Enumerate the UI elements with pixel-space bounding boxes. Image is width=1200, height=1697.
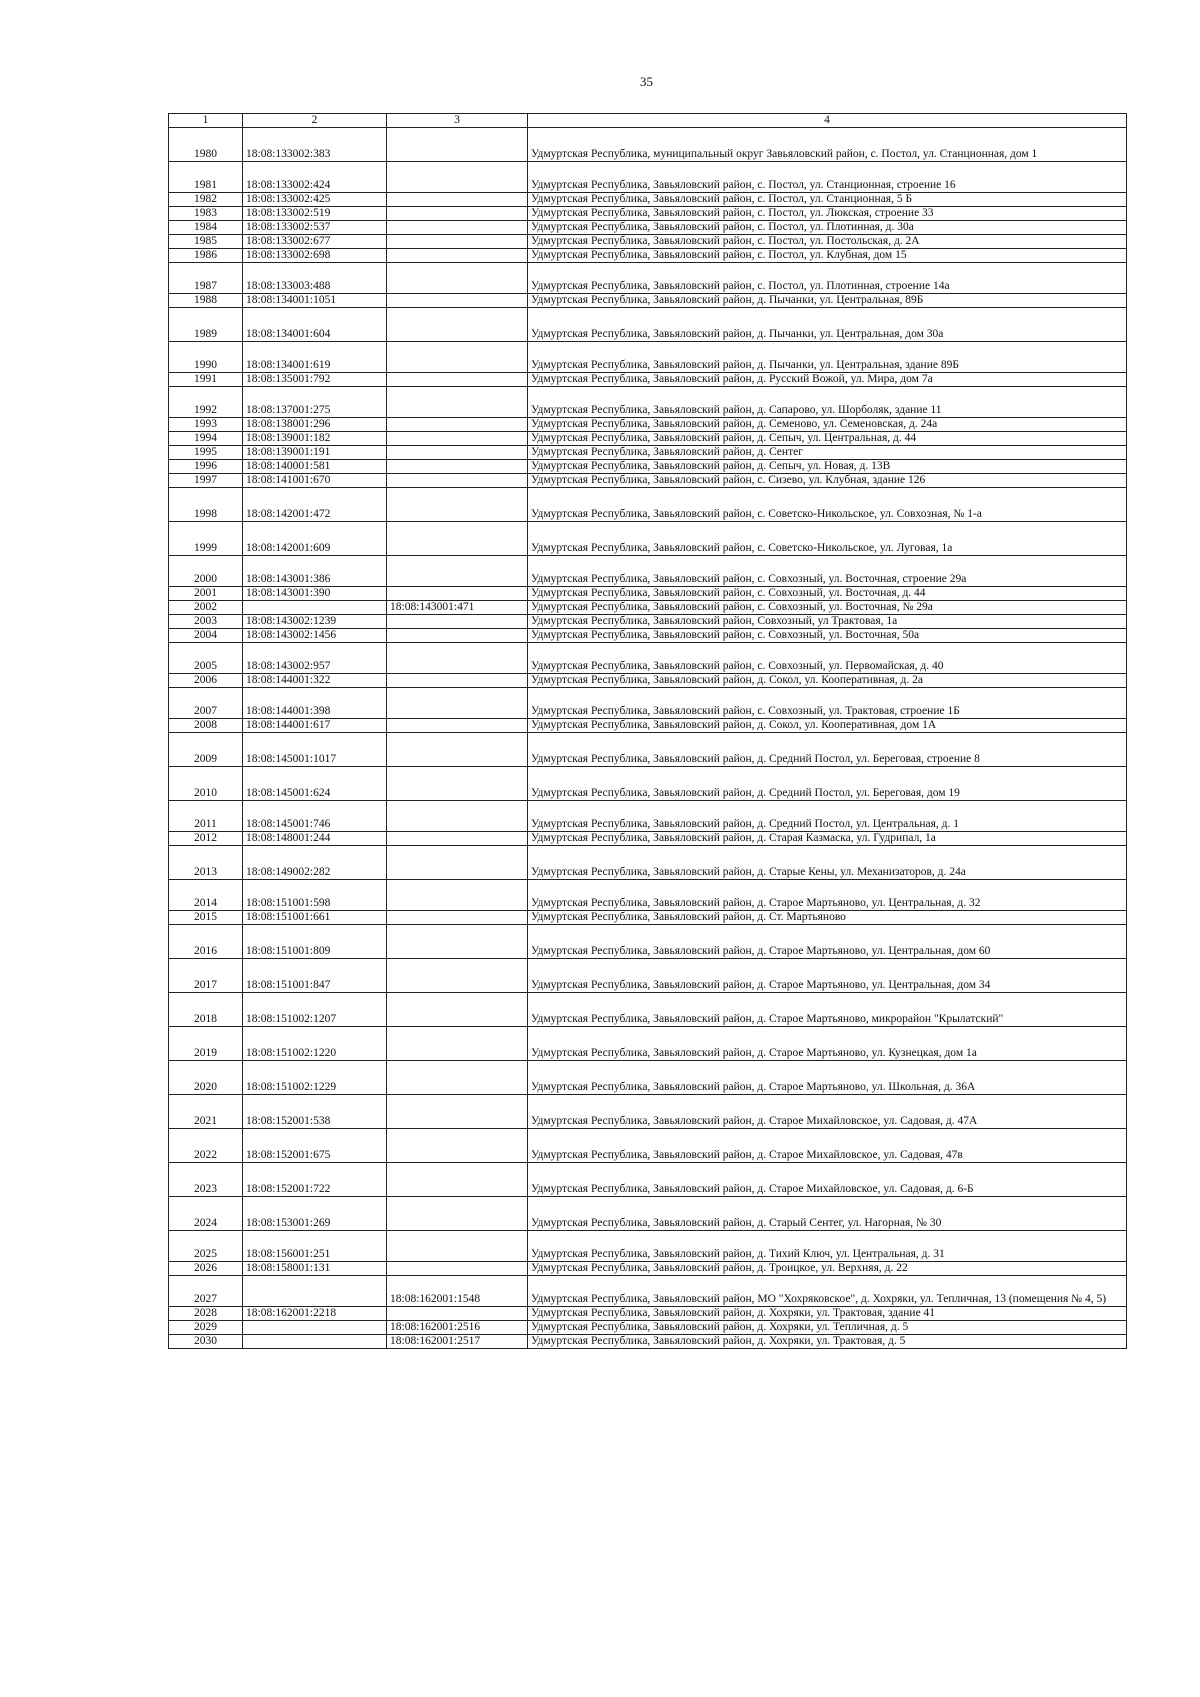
premises-number-cell (387, 587, 528, 601)
address-cell: Удмуртская Республика, Завьяловский район, д. Старое Михайловское, ул. Садовая, д. 6-Б (528, 1163, 1127, 1197)
row-number-cell: 1989 (169, 308, 243, 342)
address-cell: Удмуртская Республика, Завьяловский район, д. Сепыч, ул. Новая, д. 13В (528, 460, 1127, 474)
address-cell: Удмуртская Республика, Завьяловский район, д. Сапарово, ул. Шорболяк, здание 11 (528, 387, 1127, 418)
table-body (169, 128, 1127, 1349)
cadastral-number-cell (243, 1276, 387, 1307)
row-number-cell: 2012 (169, 832, 243, 846)
cadastral-number-cell: 18:08:139001:182 (243, 432, 387, 446)
table-row (169, 643, 1127, 674)
premises-number-cell (387, 959, 528, 993)
address-cell: Удмуртская Республика, Завьяловский район, с. Сизево, ул. Клубная, здание 126 (528, 474, 1127, 488)
cadastral-number-cell: 18:08:143002:957 (243, 643, 387, 674)
premises-number-cell (387, 993, 528, 1027)
cadastral-number-cell: 18:08:133002:698 (243, 249, 387, 263)
premises-number-cell (387, 629, 528, 643)
cadastral-number-cell: 18:08:141001:670 (243, 474, 387, 488)
premises-number-cell (387, 733, 528, 767)
table-row (169, 263, 1127, 294)
cadastral-number-cell (243, 1335, 387, 1349)
address-cell: Удмуртская Республика, Завьяловский район, д. Семеново, ул. Семеновская, д. 24а (528, 418, 1127, 432)
table-row (169, 373, 1127, 387)
address-cell: Удмуртская Республика, Завьяловский район, д. Старое Мартьяново, ул. Кузнецкая, дом 1а (528, 1027, 1127, 1061)
premises-number-cell (387, 643, 528, 674)
cadastral-number-cell: 18:08:158001:131 (243, 1262, 387, 1276)
row-number-cell: 1996 (169, 460, 243, 474)
premises-number-cell: 18:08:162001:1548 (387, 1276, 528, 1307)
premises-number-cell (387, 880, 528, 911)
table-row (169, 1129, 1127, 1163)
address-cell: Удмуртская Республика, Завьяловский район, с. Совхозный, ул. Восточная, № 29а (528, 601, 1127, 615)
cadastral-number-cell: 18:08:151002:1229 (243, 1061, 387, 1095)
cadastral-number-cell: 18:08:139001:191 (243, 446, 387, 460)
row-number-cell: 1991 (169, 373, 243, 387)
row-number-cell: 2008 (169, 719, 243, 733)
row-number-cell: 2014 (169, 880, 243, 911)
cadastral-number-cell: 18:08:133002:424 (243, 162, 387, 193)
table-row (169, 925, 1127, 959)
cadastral-number-cell: 18:08:133002:677 (243, 235, 387, 249)
cadastral-number-cell: 18:08:144001:322 (243, 674, 387, 688)
cadastral-number-cell: 18:08:134001:1051 (243, 294, 387, 308)
row-number-cell: 2016 (169, 925, 243, 959)
row-number-cell: 2019 (169, 1027, 243, 1061)
row-number-cell: 2025 (169, 1231, 243, 1262)
address-cell: Удмуртская Республика, Завьяловский район, д. Старое Мартьяново, микрорайон "Крылатский" (528, 993, 1127, 1027)
address-cell: Удмуртская Республика, Завьяловский район, с. Советско-Никольское, ул. Совхозная, № 1-а (528, 488, 1127, 522)
row-number-cell: 2028 (169, 1307, 243, 1321)
table-row (169, 128, 1127, 162)
column-header-3: 3 (387, 114, 528, 128)
cadastral-number-cell: 18:08:133002:425 (243, 193, 387, 207)
premises-number-cell (387, 832, 528, 846)
address-cell: Удмуртская Республика, Завьяловский район, с. Постол, ул. Люкская, строение 33 (528, 207, 1127, 221)
table-row (169, 959, 1127, 993)
premises-number-cell (387, 342, 528, 373)
table-row (169, 249, 1127, 263)
row-number-cell: 2024 (169, 1197, 243, 1231)
row-number-cell: 1993 (169, 418, 243, 432)
column-header-4: 4 (528, 114, 1127, 128)
premises-number-cell (387, 1027, 528, 1061)
row-number-cell: 1999 (169, 522, 243, 556)
table-row (169, 674, 1127, 688)
table-row (169, 1061, 1127, 1095)
table-row (169, 587, 1127, 601)
row-number-cell: 1983 (169, 207, 243, 221)
address-cell: Удмуртская Республика, Завьяловский район, д. Старое Мартьяново, ул. Школьная, д. 36А (528, 1061, 1127, 1095)
row-number-cell: 2009 (169, 733, 243, 767)
row-number-cell: 2013 (169, 846, 243, 880)
table-row (169, 1307, 1127, 1321)
header-row (169, 114, 1127, 128)
premises-number-cell (387, 615, 528, 629)
address-cell: Удмуртская Республика, Завьяловский район, д. Хохряки, ул. Тепличная, д. 5 (528, 1321, 1127, 1335)
table-row (169, 832, 1127, 846)
table-row (169, 308, 1127, 342)
premises-number-cell (387, 1231, 528, 1262)
table-row (169, 719, 1127, 733)
address-cell: Удмуртская Республика, Завьяловский район, с. Совхозный, ул. Трактовая, строение 1Б (528, 688, 1127, 719)
premises-number-cell (387, 1197, 528, 1231)
cadastral-number-cell: 18:08:151001:598 (243, 880, 387, 911)
row-number-cell: 1998 (169, 488, 243, 522)
table-row (169, 1321, 1127, 1335)
row-number-cell: 1992 (169, 387, 243, 418)
cadastral-number-cell: 18:08:145001:624 (243, 767, 387, 801)
row-number-cell: 2017 (169, 959, 243, 993)
cadastral-number-cell: 18:08:133002:383 (243, 128, 387, 162)
row-number-cell: 2022 (169, 1129, 243, 1163)
table-row (169, 846, 1127, 880)
row-number-cell: 1982 (169, 193, 243, 207)
address-cell: Удмуртская Республика, Завьяловский район, Совхозный, ул Трактовая, 1а (528, 615, 1127, 629)
cadastral-number-cell: 18:08:151002:1207 (243, 993, 387, 1027)
cadastral-number-cell: 18:08:142001:472 (243, 488, 387, 522)
table-row (169, 474, 1127, 488)
address-cell: Удмуртская Республика, Завьяловский район, д. Старое Мартьяново, ул. Центральная, дом 60 (528, 925, 1127, 959)
address-cell: Удмуртская Республика, Завьяловский район, с. Постол, ул. Клубная, дом 15 (528, 249, 1127, 263)
address-cell: Удмуртская Республика, Завьяловский район, д. Сентег (528, 446, 1127, 460)
address-cell: Удмуртская Республика, Завьяловский район, с. Постол, ул. Постольская, д. 2А (528, 235, 1127, 249)
row-number-cell: 2015 (169, 911, 243, 925)
address-cell: Удмуртская Республика, Завьяловский район, с. Советско-Никольское, ул. Луговая, 1а (528, 522, 1127, 556)
address-cell: Удмуртская Республика, Завьяловский район, с. Совхозный, ул. Восточная, строение 29а (528, 556, 1127, 587)
table-row (169, 1262, 1127, 1276)
table-row (169, 767, 1127, 801)
cadastral-number-cell: 18:08:162001:2218 (243, 1307, 387, 1321)
premises-number-cell (387, 488, 528, 522)
table-row (169, 601, 1127, 615)
premises-number-cell (387, 556, 528, 587)
table-row (169, 911, 1127, 925)
row-number-cell: 2002 (169, 601, 243, 615)
premises-number-cell (387, 235, 528, 249)
row-number-cell: 1994 (169, 432, 243, 446)
column-header-2: 2 (243, 114, 387, 128)
premises-number-cell (387, 522, 528, 556)
premises-number-cell (387, 1061, 528, 1095)
row-number-cell: 1987 (169, 263, 243, 294)
row-number-cell: 2021 (169, 1095, 243, 1129)
premises-number-cell (387, 373, 528, 387)
premises-number-cell (387, 688, 528, 719)
page-number: 35 (640, 74, 653, 89)
address-cell: Удмуртская Республика, Завьяловский район, д. Пычанки, ул. Центральная, здание 89Б (528, 342, 1127, 373)
table-row (169, 615, 1127, 629)
row-number-cell: 2020 (169, 1061, 243, 1095)
address-cell: Удмуртская Республика, Завьяловский район, с. Постол, ул. Станционная, строение 16 (528, 162, 1127, 193)
address-cell: Удмуртская Республика, Завьяловский район, д. Старые Кены, ул. Механизаторов, д. 24а (528, 846, 1127, 880)
table-row (169, 801, 1127, 832)
table-row (169, 556, 1127, 587)
cadastral-number-cell: 18:08:151001:661 (243, 911, 387, 925)
table-row (169, 207, 1127, 221)
row-number-cell: 2010 (169, 767, 243, 801)
table-row (169, 418, 1127, 432)
premises-number-cell (387, 474, 528, 488)
row-number-cell: 1988 (169, 294, 243, 308)
row-number-cell: 2007 (169, 688, 243, 719)
address-cell: Удмуртская Республика, Завьяловский район, д. Сокол, ул. Кооперативная, дом 1А (528, 719, 1127, 733)
row-number-cell: 2018 (169, 993, 243, 1027)
cadastral-number-cell: 18:08:144001:398 (243, 688, 387, 719)
cadastral-number-cell: 18:08:142001:609 (243, 522, 387, 556)
cadastral-number-cell: 18:08:137001:275 (243, 387, 387, 418)
row-number-cell: 2023 (169, 1163, 243, 1197)
table-row (169, 1095, 1127, 1129)
table-row (169, 1163, 1127, 1197)
premises-number-cell (387, 446, 528, 460)
row-number-cell: 2026 (169, 1262, 243, 1276)
table-row (169, 993, 1127, 1027)
address-cell: Удмуртская Республика, Завьяловский район, д. Старое Мартьяново, ул. Центральная, дом 34 (528, 959, 1127, 993)
cadastral-number-cell: 18:08:135001:792 (243, 373, 387, 387)
premises-number-cell (387, 221, 528, 235)
premises-number-cell (387, 263, 528, 294)
table-row (169, 688, 1127, 719)
cadastral-number-cell: 18:08:156001:251 (243, 1231, 387, 1262)
premises-number-cell (387, 846, 528, 880)
row-number-cell: 2003 (169, 615, 243, 629)
cadastral-number-cell: 18:08:151001:847 (243, 959, 387, 993)
row-number-cell: 1985 (169, 235, 243, 249)
premises-number-cell (387, 1307, 528, 1321)
row-number-cell: 2027 (169, 1276, 243, 1307)
address-cell: Удмуртская Республика, Завьяловский район, д. Старое Михайловское, ул. Садовая, 47в (528, 1129, 1127, 1163)
row-number-cell: 2001 (169, 587, 243, 601)
cadastral-number-cell: 18:08:151002:1220 (243, 1027, 387, 1061)
table-row (169, 733, 1127, 767)
cadastral-number-cell: 18:08:144001:617 (243, 719, 387, 733)
address-cell: Удмуртская Республика, Завьяловский район, д. Сепыч, ул. Центральная, д. 44 (528, 432, 1127, 446)
address-cell: Удмуртская Республика, Завьяловский район, с. Совхозный, ул. Первомайская, д. 40 (528, 643, 1127, 674)
address-cell: Удмуртская Республика, Завьяловский район, с. Постол, ул. Плотинная, строение 14а (528, 263, 1127, 294)
premises-number-cell (387, 1129, 528, 1163)
cadastral-number-cell: 18:08:133002:519 (243, 207, 387, 221)
address-cell: Удмуртская Республика, Завьяловский район, д. Пычанки, ул. Центральная, 89Б (528, 294, 1127, 308)
cadastral-number-cell: 18:08:143002:1456 (243, 629, 387, 643)
premises-number-cell (387, 294, 528, 308)
cadastral-number-cell: 18:08:152001:538 (243, 1095, 387, 1129)
table-row (169, 629, 1127, 643)
cadastral-number-cell: 18:08:151001:809 (243, 925, 387, 959)
cadastral-number-cell: 18:08:153001:269 (243, 1197, 387, 1231)
address-cell: Удмуртская Республика, Завьяловский район, д. Средний Постол, ул. Береговая, строение 8 (528, 733, 1127, 767)
premises-number-cell (387, 162, 528, 193)
address-cell: Удмуртская Республика, Завьяловский район, д. Средний Постол, ул. Центральная, д. 1 (528, 801, 1127, 832)
premises-number-cell (387, 460, 528, 474)
premises-number-cell (387, 387, 528, 418)
cadastral-number-cell (243, 1321, 387, 1335)
cadastral-number-cell: 18:08:133003:488 (243, 263, 387, 294)
row-number-cell: 2006 (169, 674, 243, 688)
address-cell: Удмуртская Республика, Завьяловский район, д. Старое Мартьяново, ул. Центральная, д. 32 (528, 880, 1127, 911)
cadastral-number-cell: 18:08:138001:296 (243, 418, 387, 432)
premises-number-cell (387, 207, 528, 221)
premises-number-cell: 18:08:162001:2517 (387, 1335, 528, 1349)
address-cell: Удмуртская Республика, Завьяловский район, д. Русский Вожой, ул. Мира, дом 7а (528, 373, 1127, 387)
table-row (169, 446, 1127, 460)
row-number-cell: 2000 (169, 556, 243, 587)
table-row (169, 1027, 1127, 1061)
address-cell: Удмуртская Республика, Завьяловский район, с. Постол, ул. Станционная, 5 Б (528, 193, 1127, 207)
cadastral-number-cell: 18:08:152001:722 (243, 1163, 387, 1197)
address-cell: Удмуртская Республика, Завьяловский район, д. Средний Постол, ул. Береговая, дом 19 (528, 767, 1127, 801)
address-cell: Удмуртская Республика, Завьяловский район, д. Тихий Ключ, ул. Центральная, д. 31 (528, 1231, 1127, 1262)
premises-number-cell (387, 249, 528, 263)
cadastral-number-cell: 18:08:134001:604 (243, 308, 387, 342)
address-cell: Удмуртская Республика, Завьяловский район, с. Постол, ул. Плотинная, д. 30а (528, 221, 1127, 235)
row-number-cell: 2030 (169, 1335, 243, 1349)
row-number-cell: 1997 (169, 474, 243, 488)
premises-number-cell (387, 767, 528, 801)
cadastral-number-cell: 18:08:148001:244 (243, 832, 387, 846)
row-number-cell: 1995 (169, 446, 243, 460)
table-row (169, 432, 1127, 446)
table-header (169, 114, 1127, 128)
premises-number-cell (387, 911, 528, 925)
address-cell: Удмуртская Республика, Завьяловский район, д. Старый Сентег, ул. Нагорная, № 30 (528, 1197, 1127, 1231)
address-cell: Удмуртская Республика, Завьяловский район, д. Сокол, ул. Кооперативная, д. 2а (528, 674, 1127, 688)
premises-number-cell (387, 674, 528, 688)
premises-number-cell (387, 432, 528, 446)
row-number-cell: 1984 (169, 221, 243, 235)
table-row (169, 1197, 1127, 1231)
cadastral-number-cell: 18:08:134001:619 (243, 342, 387, 373)
cadastral-number-cell: 18:08:143002:1239 (243, 615, 387, 629)
row-number-cell: 2004 (169, 629, 243, 643)
premises-number-cell (387, 719, 528, 733)
address-cell: Удмуртская Республика, муниципальный округ Завьяловский район, с. Постол, ул. Станционная, дом 1 (528, 128, 1127, 162)
cadastral-number-cell: 18:08:145001:746 (243, 801, 387, 832)
premises-number-cell: 18:08:143001:471 (387, 601, 528, 615)
registry-table (168, 113, 1127, 1349)
row-number-cell: 2029 (169, 1321, 243, 1335)
row-number-cell: 1981 (169, 162, 243, 193)
address-cell: Удмуртская Республика, Завьяловский район, с. Совхозный, ул. Восточная, д. 44 (528, 587, 1127, 601)
table-row (169, 1276, 1127, 1307)
table-row (169, 221, 1127, 235)
cadastral-number-cell: 18:08:145001:1017 (243, 733, 387, 767)
address-cell: Удмуртская Республика, Завьяловский район, д. Старое Михайловское, ул. Садовая, д. 47А (528, 1095, 1127, 1129)
address-cell: Удмуртская Республика, Завьяловский район, д. Хохряки, ул. Трактовая, д. 5 (528, 1335, 1127, 1349)
table-row (169, 235, 1127, 249)
address-cell: Удмуртская Республика, Завьяловский район, д. Пычанки, ул. Центральная, дом 30а (528, 308, 1127, 342)
row-number-cell: 1986 (169, 249, 243, 263)
column-header-1: 1 (169, 114, 243, 128)
premises-number-cell (387, 418, 528, 432)
table-row (169, 193, 1127, 207)
cadastral-number-cell (243, 601, 387, 615)
table-row (169, 1335, 1127, 1349)
cadastral-number-cell: 18:08:152001:675 (243, 1129, 387, 1163)
table-row (169, 880, 1127, 911)
premises-number-cell (387, 128, 528, 162)
table-row (169, 488, 1127, 522)
table-row (169, 162, 1127, 193)
address-cell: Удмуртская Республика, Завьяловский район, д. Старая Казмаска, ул. Гудрипал, 1а (528, 832, 1127, 846)
row-number-cell: 2005 (169, 643, 243, 674)
table-row (169, 387, 1127, 418)
address-cell: Удмуртская Республика, Завьяловский район, д. Троицкое, ул. Верхняя, д. 22 (528, 1262, 1127, 1276)
address-cell: Удмуртская Республика, Завьяловский район, МО "Хохряковское", д. Хохряки, ул. Тепличная, 13 (помещения № 4, 5) (528, 1276, 1127, 1307)
premises-number-cell (387, 1095, 528, 1129)
row-number-cell: 2011 (169, 801, 243, 832)
row-number-cell: 1980 (169, 128, 243, 162)
address-cell: Удмуртская Республика, Завьяловский район, д. Ст. Мартьяново (528, 911, 1127, 925)
cadastral-number-cell: 18:08:149002:282 (243, 846, 387, 880)
premises-number-cell (387, 925, 528, 959)
cadastral-number-cell: 18:08:143001:386 (243, 556, 387, 587)
premises-number-cell (387, 308, 528, 342)
cadastral-number-cell: 18:08:140001:581 (243, 460, 387, 474)
address-cell: Удмуртская Республика, Завьяловский район, с. Совхозный, ул. Восточная, 50а (528, 629, 1127, 643)
premises-number-cell (387, 1163, 528, 1197)
row-number-cell: 1990 (169, 342, 243, 373)
table-row (169, 522, 1127, 556)
address-cell: Удмуртская Республика, Завьяловский район, д. Хохряки, ул. Трактовая, здание 41 (528, 1307, 1127, 1321)
cadastral-number-cell: 18:08:143001:390 (243, 587, 387, 601)
premises-number-cell (387, 1262, 528, 1276)
table-row (169, 1231, 1127, 1262)
table-row (169, 342, 1127, 373)
premises-number-cell: 18:08:162001:2516 (387, 1321, 528, 1335)
table-row (169, 294, 1127, 308)
table-row (169, 460, 1127, 474)
cadastral-number-cell: 18:08:133002:537 (243, 221, 387, 235)
premises-number-cell (387, 801, 528, 832)
premises-number-cell (387, 193, 528, 207)
